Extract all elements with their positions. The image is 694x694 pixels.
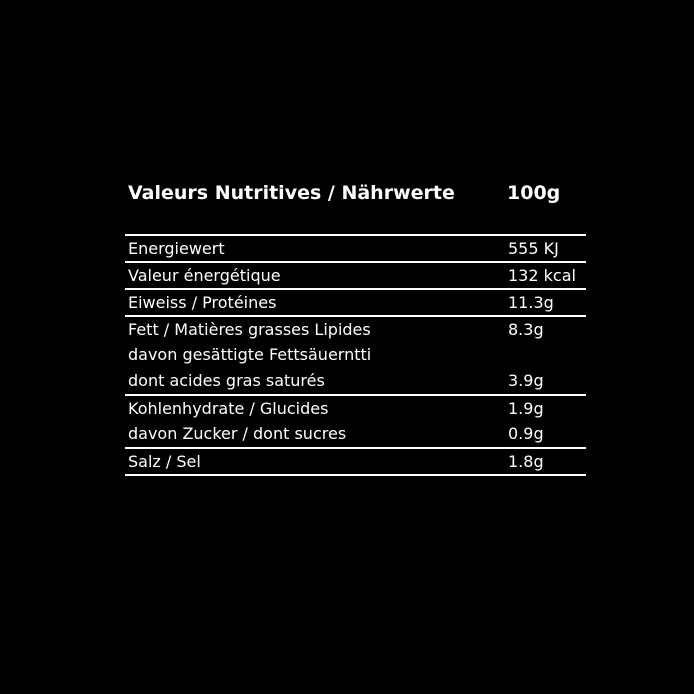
nutrient-label: davon Zucker / dont sucres xyxy=(128,424,347,443)
nutrient-value: 11.3g xyxy=(508,293,554,312)
table-row xyxy=(125,449,586,474)
nutrient-value: 0.9g xyxy=(508,424,544,443)
nutrient-value: 555 KJ xyxy=(508,239,559,258)
table-header xyxy=(125,175,586,211)
table-row xyxy=(125,342,586,368)
nutrient-label: dont acides gras saturés xyxy=(128,371,325,390)
nutrient-label: Eiweiss / Protéines xyxy=(128,293,277,312)
nutrient-value: 1.9g xyxy=(508,399,544,418)
nutrient-label: Salz / Sel xyxy=(128,452,201,471)
nutrient-value: 132 kcal xyxy=(508,266,576,285)
nutrient-value: 8.3g xyxy=(508,320,544,339)
nutrient-label: Fett / Matières grasses Lipides xyxy=(128,320,371,339)
nutrient-value: 1.8g xyxy=(508,452,544,471)
nutrient-value: 3.9g xyxy=(508,371,544,390)
table-row xyxy=(125,396,586,421)
nutrition-table xyxy=(125,175,586,476)
table-row xyxy=(125,421,586,447)
table-row xyxy=(125,236,586,261)
header-title: Valeurs Nutritives / Nährwerte xyxy=(128,182,455,204)
table-row xyxy=(125,290,586,315)
nutrient-label: davon gesättigte Fettsäuerntti xyxy=(128,345,372,364)
header-per-100g: 100g xyxy=(507,182,561,204)
nutrient-label: Kohlenhydrate / Glucides xyxy=(128,399,329,418)
nutrient-value xyxy=(508,342,586,368)
nutrient-label: Valeur énergétique xyxy=(128,266,281,285)
table-row xyxy=(125,368,586,394)
table-row xyxy=(125,263,586,288)
nutrient-label: Energiewert xyxy=(128,239,225,258)
divider xyxy=(125,474,586,476)
table-row xyxy=(125,317,586,342)
